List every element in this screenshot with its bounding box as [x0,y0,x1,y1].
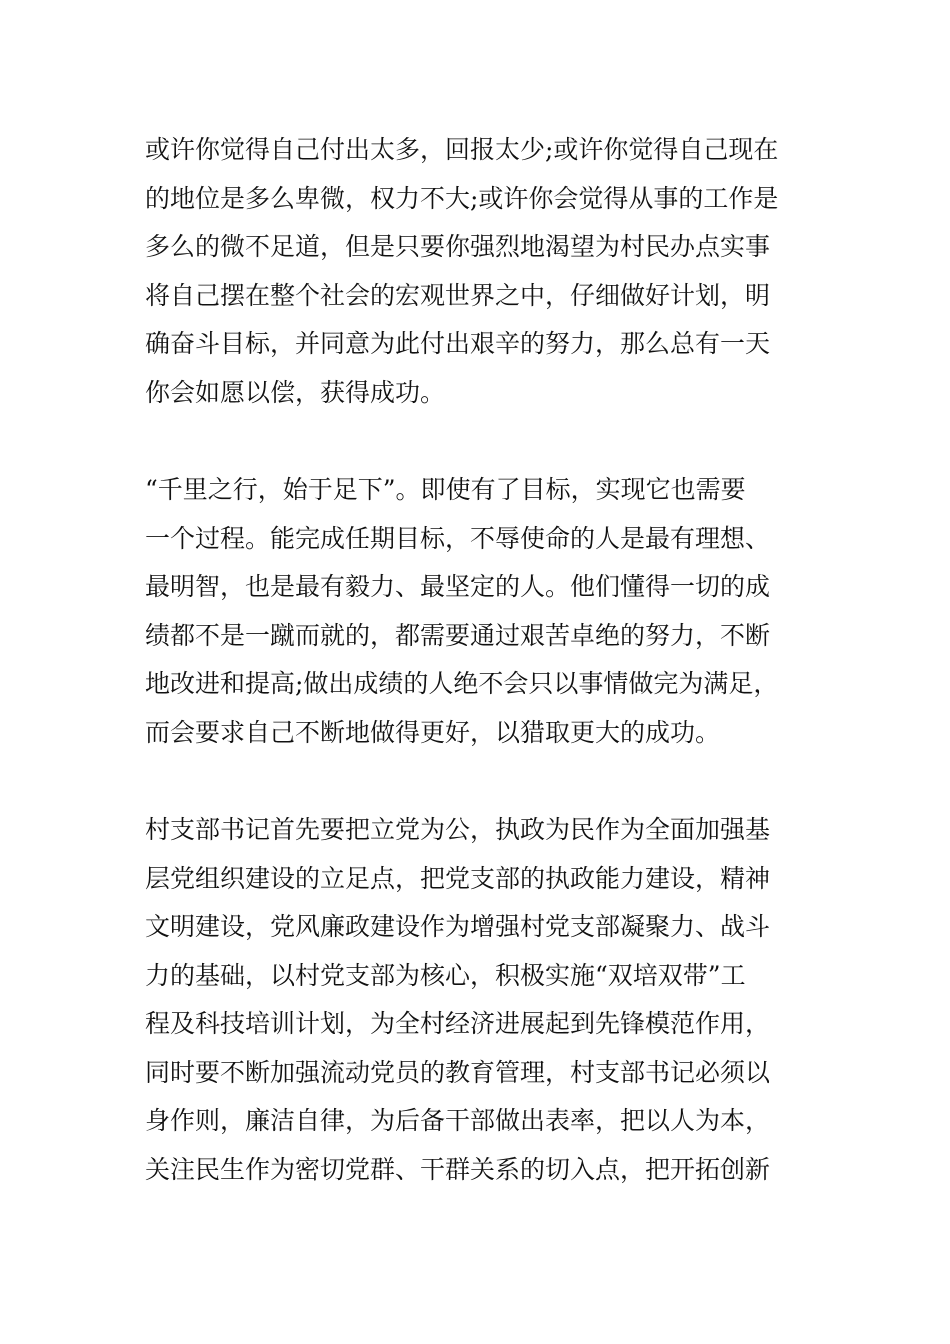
text-line: 身作则，廉洁自律，为后备干部做出表率，把以人为本， [145,1106,771,1135]
paragraph-2 [145,466,810,757]
text-line: 多么的微不足道，但是只要你强烈地渴望为村民办点实事 [145,232,771,261]
text-line: 的地位是多么卑微，权力不大;或许你会觉得从事的工作是 [145,183,779,213]
text-line: 将自己摆在整个社会的宏观世界之中，仔细做好计划，明 [145,280,771,310]
paragraph-3 [145,806,810,1194]
text-line: “千里之行，始于足下”。即使有了目标，实现它也需要 [145,475,746,504]
text-line: 地改进和提高;做出成绩的人绝不会只以事情做完为满足， [145,669,779,698]
text-line: 而会要求自己不断地做得更好，以猎取更大的成功。 [145,717,721,747]
text-line: 最明智，也是最有毅力、最坚定的人。他们懂得一切的成 [145,572,771,601]
text-line: 绩都不是一蹴而就的，都需要通过艰苦卓绝的努力，不断 [145,620,771,650]
text-line: 确奋斗目标，并同意为此付出艰辛的努力，那么总有一天 [145,329,771,358]
text-line: 一个过程。能完成任期目标，不辱使命的人是最有理想、 [145,523,771,553]
paragraph-1 [145,126,810,417]
text-line: 同时要不断加强流动党员的教育管理，村支部书记必须以 [145,1057,771,1087]
document-page [145,126,810,1194]
text-line: 你会如愿以偿，获得成功。 [145,377,446,407]
text-line: 程及科技培训计划，为全村经济进展起到先锋模范作用， [145,1009,771,1038]
text-line: 层党组织建设的立足点，把党支部的执政能力建设，精神 [145,863,771,893]
text-line: 文明建设，党风廉政建设作为增强村党支部凝聚力、战斗 [145,912,771,941]
text-line: 力的基础，以村党支部为核心，积极实施“双培双带”工 [145,960,746,990]
text-line: 村支部书记首先要把立党为公，执政为民作为全面加强基 [145,815,771,844]
text-line: 关注民生作为密切党群、干群关系的切入点，把开拓创新 [145,1154,771,1184]
text-line: 或许你觉得自己付出太多，回报太少;或许你觉得自己现在 [145,135,779,164]
